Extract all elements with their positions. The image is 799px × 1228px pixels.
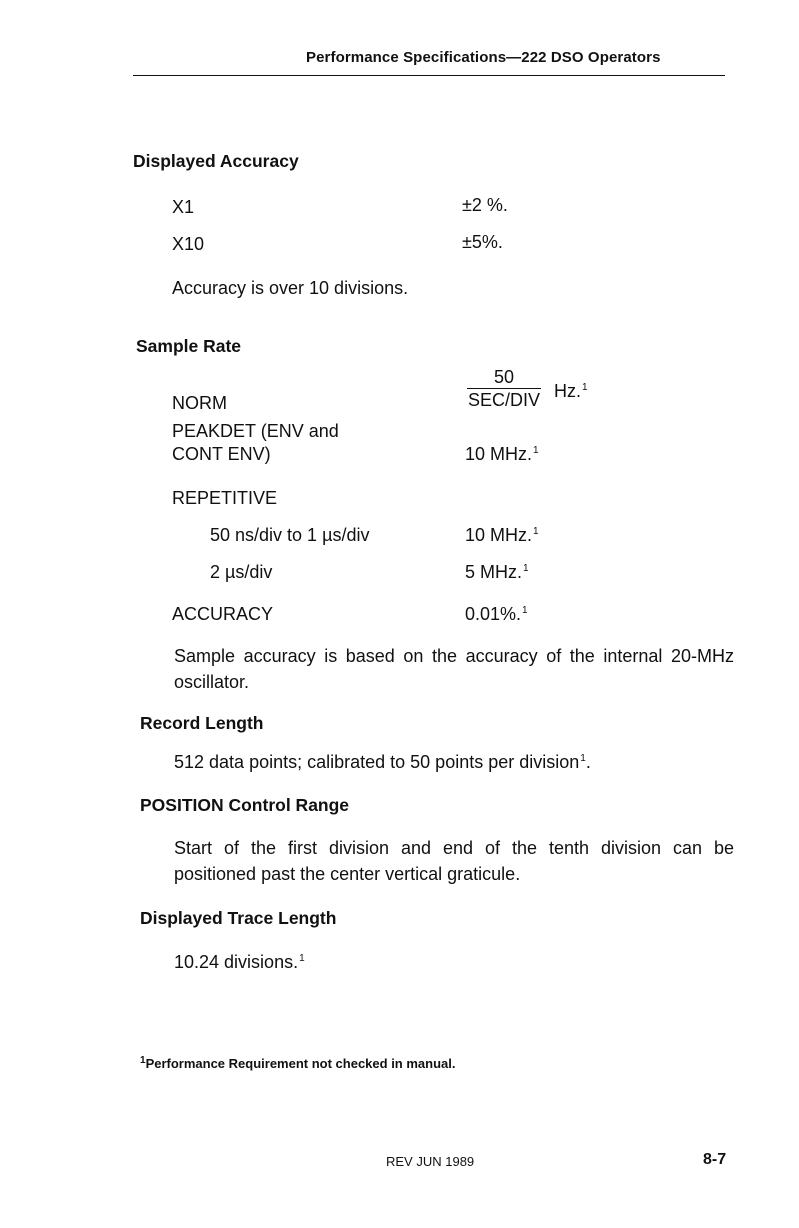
sample-accuracy-value: 0.01%.$^1$ <box>465 604 528 624</box>
record-length-text: 512 data points; calibrated to 50 points per division$^1$. <box>174 752 591 772</box>
accuracy-x1-label: X1 <box>172 197 195 217</box>
norm-fraction <box>467 366 541 411</box>
page-header-title: Performance Specifications—222 DSO Operators <box>306 49 661 66</box>
peakdet-label-line2: CONT ENV) <box>172 444 271 464</box>
section-heading-sample-rate: Sample Rate <box>136 336 242 356</box>
norm-unit: Hz.$^1$ <box>554 381 588 401</box>
sample-accuracy-note: Sample accuracy is based on the accuracy of the internal 20-MHz oscillator. <box>174 646 734 692</box>
footer-revision: REV JUN 1989 <box>386 1154 475 1169</box>
position-control-text: Start of the first division and end of the tenth division can be positioned past the center vertical graticule. <box>174 838 734 884</box>
norm-label: NORM <box>172 393 227 413</box>
repetitive-row-2-value: 5 MHz.$^1$ <box>465 562 529 582</box>
footnote-marker: 1 <box>522 605 528 616</box>
section-heading-displayed-trace-length: Displayed Trace Length <box>140 908 337 928</box>
repetitive-row-2-label: 2 µs/div <box>210 562 273 582</box>
sample-accuracy-label: ACCURACY <box>172 604 274 624</box>
footnote-marker: 1 <box>533 445 539 456</box>
footnote: $^1$Performance Requirement not checked in manual. <box>140 1055 456 1071</box>
footnote-marker: 1 <box>140 1055 146 1066</box>
footnote-marker: 1 <box>533 526 539 537</box>
section-heading-displayed-accuracy: Displayed Accuracy <box>133 151 299 171</box>
footnote-marker: 1 <box>523 563 529 574</box>
accuracy-note: Accuracy is over 10 divisions. <box>172 278 409 298</box>
accuracy-x10-label: X10 <box>172 234 205 254</box>
footnote-marker: 1 <box>299 953 305 964</box>
repetitive-label: REPETITIVE <box>172 488 278 508</box>
footnote-marker: 1 <box>582 382 588 393</box>
accuracy-x1-value: ±2 %. <box>462 195 508 215</box>
repetitive-row-1-value: 10 MHz.$^1$ <box>465 525 539 545</box>
section-heading-position-control-range: POSITION Control Range <box>140 795 350 815</box>
page-number: 8-7 <box>703 1151 727 1168</box>
accuracy-x10-value: ±5%. <box>462 232 503 252</box>
peakdet-value: 10 MHz.$^1$ <box>465 444 539 464</box>
footnote-marker: 1 <box>580 753 586 764</box>
trace-length-text: 10.24 divisions.$^1$ <box>174 952 305 972</box>
norm-fraction-numerator: 50 <box>467 366 541 389</box>
section-heading-record-length: Record Length <box>140 713 264 733</box>
repetitive-row-1-label: 50 ns/div to 1 µs/div <box>210 525 370 545</box>
norm-fraction-denominator: SEC/DIV <box>467 390 541 410</box>
header-rule <box>133 75 725 76</box>
peakdet-label-line1: PEAKDET (ENV and <box>172 421 339 441</box>
